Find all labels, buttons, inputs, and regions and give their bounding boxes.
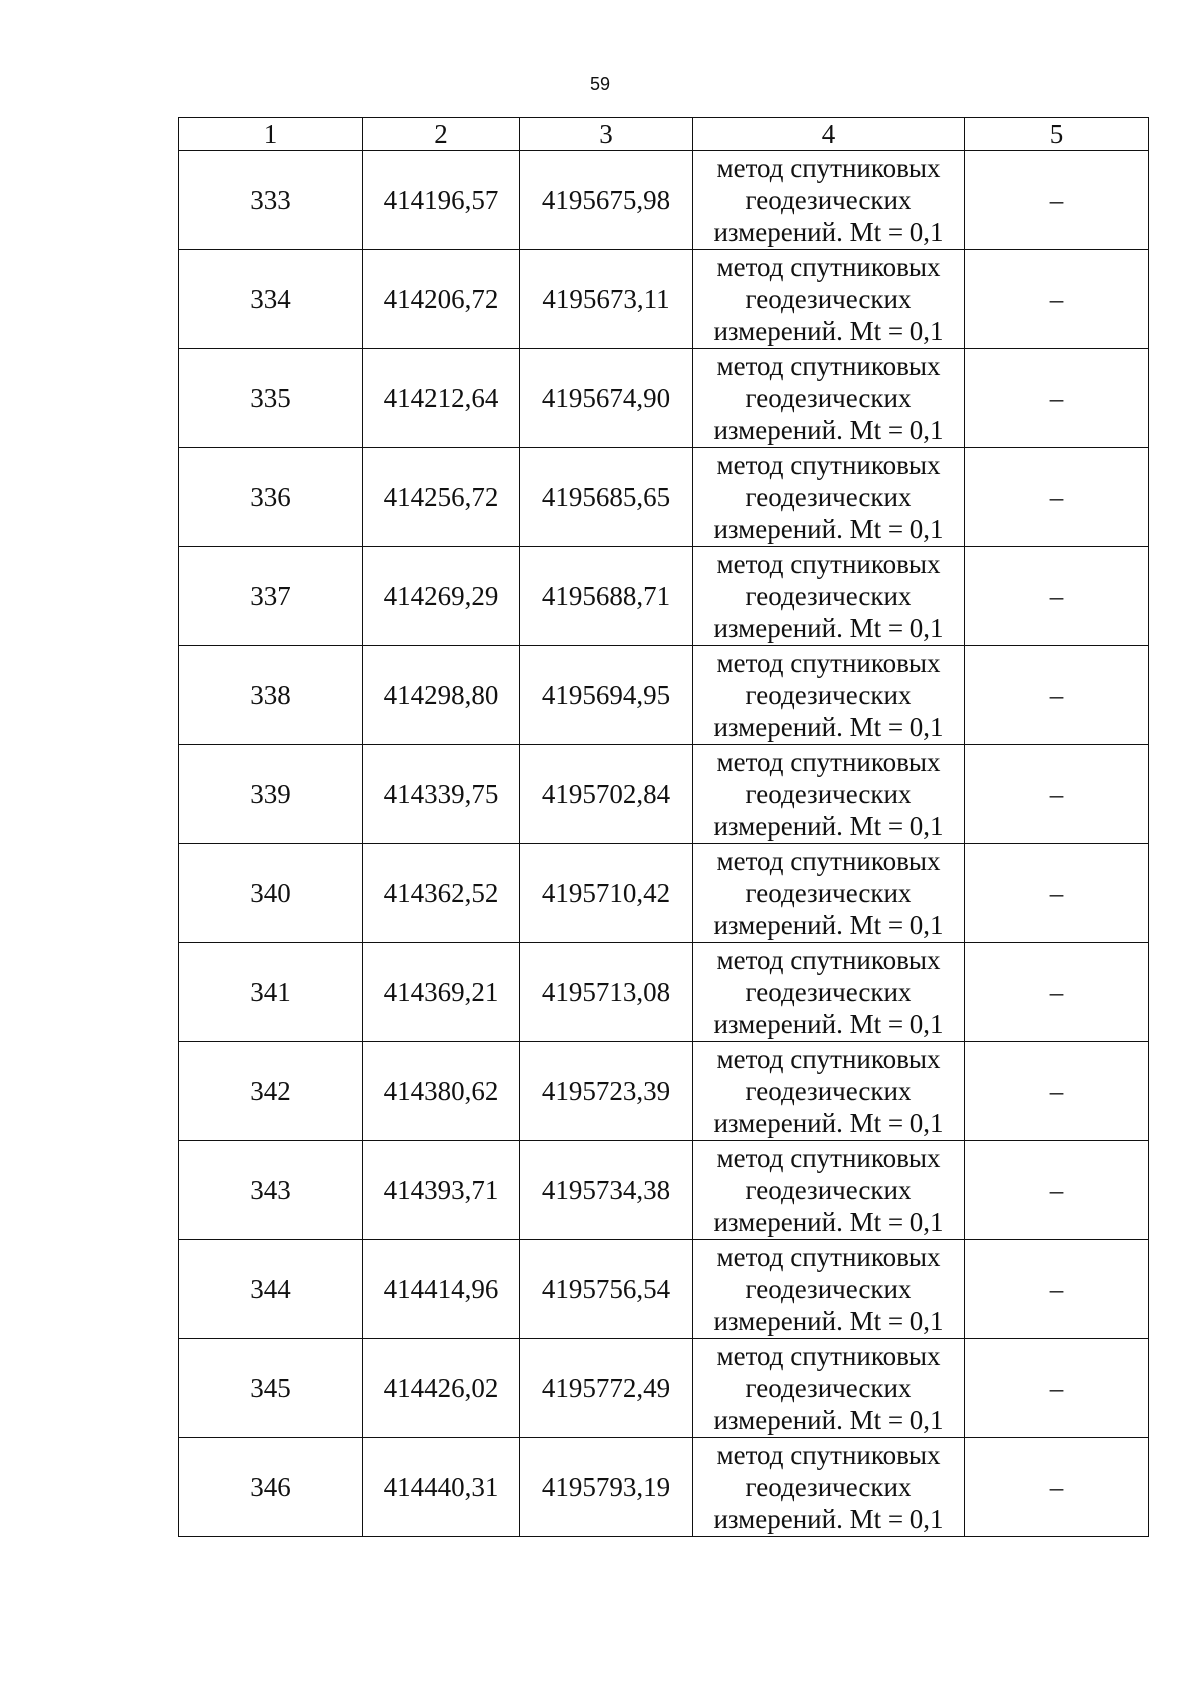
coordinate-y-cell: 4195688,71 <box>520 547 693 646</box>
coordinate-x-cell: 414369,21 <box>363 943 520 1042</box>
table-row <box>179 1141 1149 1240</box>
table-row <box>179 745 1149 844</box>
method-text-line: метод спутниковых <box>716 153 941 183</box>
method-text-line: метод спутниковых <box>716 1044 941 1074</box>
method-text-line: геодезических <box>745 1373 912 1403</box>
method-text-line: измерений. Mt = 0,1 <box>713 1306 944 1336</box>
header-col-1: 1 <box>179 118 363 151</box>
method-text-line: измерений. Mt = 0,1 <box>713 811 944 841</box>
method-cell <box>693 1339 965 1438</box>
method-text-line: метод спутниковых <box>716 450 941 480</box>
method-cell <box>693 349 965 448</box>
method-cell <box>693 943 965 1042</box>
method-text-line: геодезических <box>745 878 912 908</box>
col5-dash-cell: – <box>965 547 1149 646</box>
table-row <box>179 1042 1149 1141</box>
method-text-line: геодезических <box>745 1076 912 1106</box>
method-text-line: метод спутниковых <box>716 945 941 975</box>
col5-dash-cell: – <box>965 1240 1149 1339</box>
coordinate-x-cell: 414256,72 <box>363 448 520 547</box>
method-text-line: метод спутниковых <box>716 252 941 282</box>
header-col-4: 4 <box>693 118 965 151</box>
method-cell <box>693 151 965 250</box>
page-number: 59 <box>589 74 611 94</box>
col5-dash-cell: – <box>965 250 1149 349</box>
method-text-line: измерений. Mt = 0,1 <box>713 1405 944 1435</box>
method-text-line: геодезических <box>745 581 912 611</box>
table-row <box>179 349 1149 448</box>
method-text-line: метод спутниковых <box>716 648 941 678</box>
header-col-5: 5 <box>965 118 1149 151</box>
point-number-cell: 335 <box>179 349 363 448</box>
coordinate-y-cell: 4195702,84 <box>520 745 693 844</box>
table-row <box>179 250 1149 349</box>
coordinate-y-cell: 4195713,08 <box>520 943 693 1042</box>
method-text-line: геодезических <box>745 779 912 809</box>
method-text-line: метод спутниковых <box>716 351 941 381</box>
method-text-line: измерений. Mt = 0,1 <box>713 712 944 742</box>
coordinate-y-cell: 4195723,39 <box>520 1042 693 1141</box>
method-cell <box>693 646 965 745</box>
point-number-cell: 339 <box>179 745 363 844</box>
point-number-cell: 334 <box>179 250 363 349</box>
coordinate-x-cell: 414414,96 <box>363 1240 520 1339</box>
header-col-3: 3 <box>520 118 693 151</box>
method-text-line: метод спутниковых <box>716 1143 941 1173</box>
method-text-line: измерений. Mt = 0,1 <box>713 415 944 445</box>
coordinate-x-cell: 414393,71 <box>363 1141 520 1240</box>
method-text-line: измерений. Mt = 0,1 <box>713 217 944 247</box>
point-number-cell: 343 <box>179 1141 363 1240</box>
coordinate-x-cell: 414362,52 <box>363 844 520 943</box>
method-text-line: геодезических <box>745 482 912 512</box>
coordinate-y-cell: 4195685,65 <box>520 448 693 547</box>
coordinate-x-cell: 414206,72 <box>363 250 520 349</box>
method-text-line: геодезических <box>745 284 912 314</box>
col5-dash-cell: – <box>965 448 1149 547</box>
point-number-cell: 341 <box>179 943 363 1042</box>
method-text-line: измерений. Mt = 0,1 <box>713 1108 944 1138</box>
col5-dash-cell: – <box>965 151 1149 250</box>
method-text-line: измерений. Mt = 0,1 <box>713 1009 944 1039</box>
col5-dash-cell: – <box>965 943 1149 1042</box>
point-number-cell: 345 <box>179 1339 363 1438</box>
col5-dash-cell: – <box>965 1042 1149 1141</box>
point-number-cell: 338 <box>179 646 363 745</box>
point-number-cell: 346 <box>179 1438 363 1537</box>
coordinates-table <box>178 117 1149 1537</box>
col5-dash-cell: – <box>965 349 1149 448</box>
coordinate-x-cell: 414196,57 <box>363 151 520 250</box>
coordinate-x-cell: 414380,62 <box>363 1042 520 1141</box>
coordinate-y-cell: 4195694,95 <box>520 646 693 745</box>
table-row <box>179 547 1149 646</box>
method-cell <box>693 1438 965 1537</box>
method-text-line: измерений. Mt = 0,1 <box>713 910 944 940</box>
method-text-line: геодезических <box>745 383 912 413</box>
point-number-cell: 337 <box>179 547 363 646</box>
method-text-line: геодезических <box>745 185 912 215</box>
table-row <box>179 1240 1149 1339</box>
point-number-cell: 333 <box>179 151 363 250</box>
table-row <box>179 646 1149 745</box>
method-text-line: геодезических <box>745 1472 912 1502</box>
table-row <box>179 1339 1149 1438</box>
method-text-line: метод спутниковых <box>716 1242 941 1272</box>
coordinate-x-cell: 414440,31 <box>363 1438 520 1537</box>
coordinate-y-cell: 4195710,42 <box>520 844 693 943</box>
point-number-cell: 344 <box>179 1240 363 1339</box>
method-text-line: измерений. Mt = 0,1 <box>713 514 944 544</box>
table-row <box>179 151 1149 250</box>
table-body <box>179 151 1149 1537</box>
method-text-line: измерений. Mt = 0,1 <box>713 1504 944 1534</box>
method-cell <box>693 745 965 844</box>
coordinate-x-cell: 414298,80 <box>363 646 520 745</box>
coordinate-x-cell: 414212,64 <box>363 349 520 448</box>
method-cell <box>693 250 965 349</box>
method-text-line: геодезических <box>745 1274 912 1304</box>
method-text-line: метод спутниковых <box>716 549 941 579</box>
method-text-line: измерений. Mt = 0,1 <box>713 1207 944 1237</box>
method-text-line: метод спутниковых <box>716 1440 941 1470</box>
coordinate-y-cell: 4195675,98 <box>520 151 693 250</box>
method-text-line: метод спутниковых <box>716 846 941 876</box>
col5-dash-cell: – <box>965 646 1149 745</box>
method-cell <box>693 448 965 547</box>
method-text-line: измерений. Mt = 0,1 <box>713 613 944 643</box>
coordinate-x-cell: 414269,29 <box>363 547 520 646</box>
table-row <box>179 943 1149 1042</box>
coordinate-y-cell: 4195673,11 <box>520 250 693 349</box>
coordinate-y-cell: 4195772,49 <box>520 1339 693 1438</box>
col5-dash-cell: – <box>965 844 1149 943</box>
col5-dash-cell: – <box>965 745 1149 844</box>
col5-dash-cell: – <box>965 1438 1149 1537</box>
method-text-line: метод спутниковых <box>716 1341 941 1371</box>
method-text-line: геодезических <box>745 977 912 1007</box>
method-text-line: геодезических <box>745 680 912 710</box>
method-cell <box>693 1141 965 1240</box>
point-number-cell: 336 <box>179 448 363 547</box>
method-cell <box>693 1240 965 1339</box>
coordinate-y-cell: 4195674,90 <box>520 349 693 448</box>
header-row <box>179 118 1149 151</box>
header-col-2: 2 <box>363 118 520 151</box>
method-cell <box>693 547 965 646</box>
coordinate-x-cell: 414426,02 <box>363 1339 520 1438</box>
table-row <box>179 448 1149 547</box>
point-number-cell: 340 <box>179 844 363 943</box>
coordinate-y-cell: 4195793,19 <box>520 1438 693 1537</box>
table-row <box>179 844 1149 943</box>
coordinate-x-cell: 414339,75 <box>363 745 520 844</box>
method-cell <box>693 1042 965 1141</box>
col5-dash-cell: – <box>965 1339 1149 1438</box>
table-row <box>179 1438 1149 1537</box>
method-text-line: измерений. Mt = 0,1 <box>713 316 944 346</box>
coordinate-y-cell: 4195756,54 <box>520 1240 693 1339</box>
point-number-cell: 342 <box>179 1042 363 1141</box>
method-text-line: геодезических <box>745 1175 912 1205</box>
col5-dash-cell: – <box>965 1141 1149 1240</box>
coordinate-y-cell: 4195734,38 <box>520 1141 693 1240</box>
method-cell <box>693 844 965 943</box>
method-text-line: метод спутниковых <box>716 747 941 777</box>
